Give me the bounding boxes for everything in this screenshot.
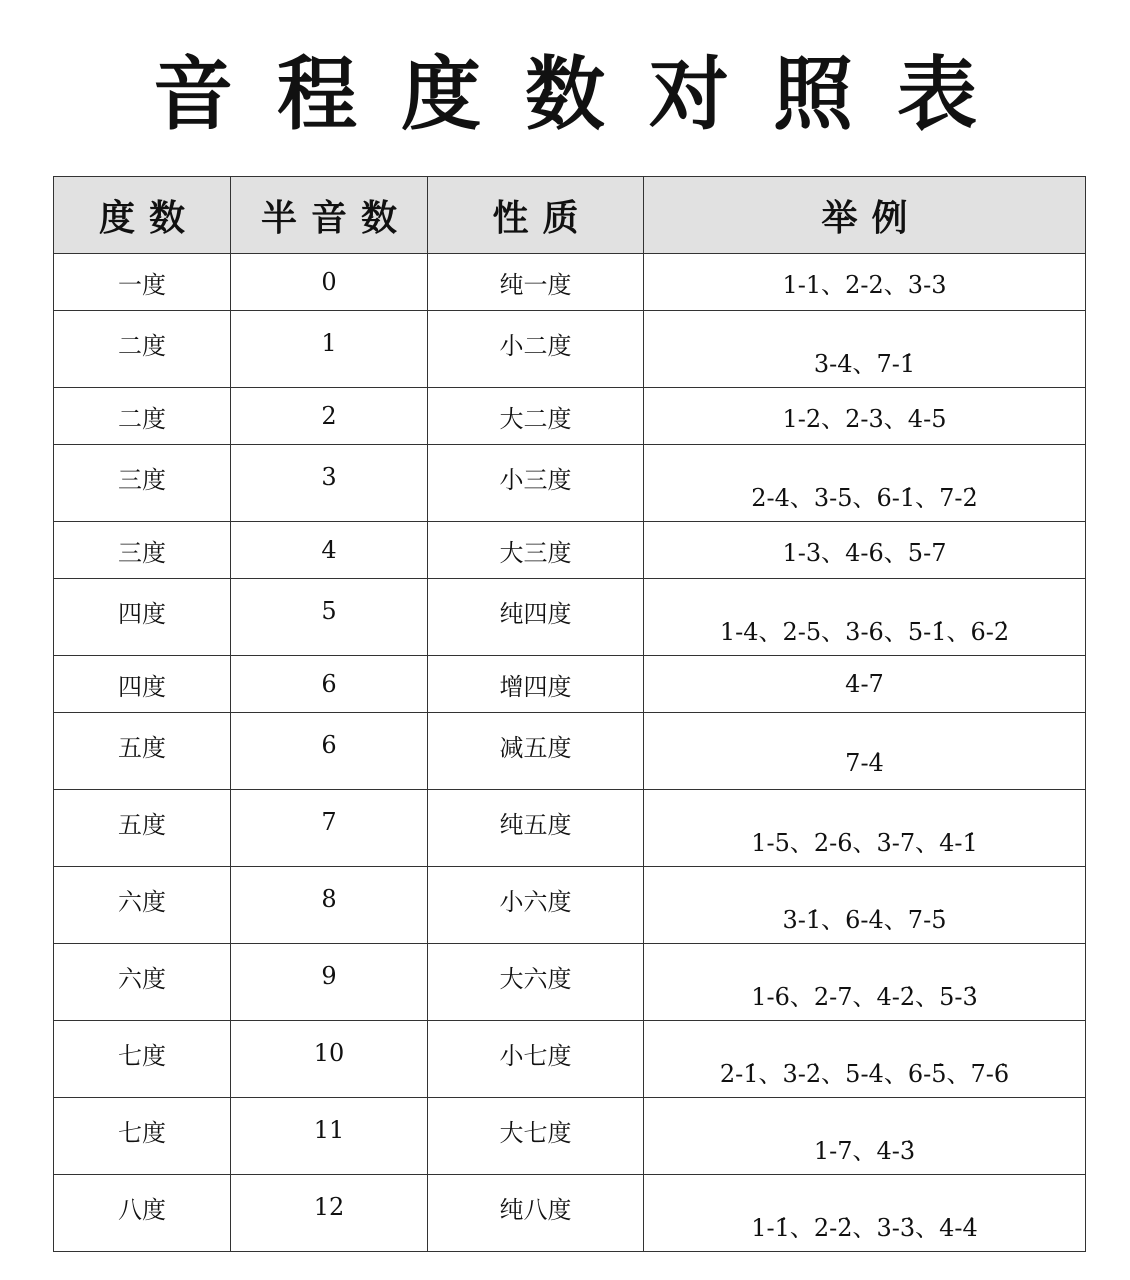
semitones-cell: 12 <box>231 1175 428 1252</box>
degree-cell: 七度 <box>54 1098 231 1175</box>
semitones-cell: 8 <box>231 867 428 944</box>
semitones-cell: 0 <box>231 254 428 311</box>
example-cell: 7-4̇ <box>644 713 1086 790</box>
semitones-cell: 3 <box>231 445 428 522</box>
degree-cell: 七度 <box>54 1021 231 1098</box>
example-cell: 1-4、2-5、3-6、5-1̇、6-2̇ <box>644 579 1086 656</box>
example-cell: 3-4、7-1̇ <box>644 311 1086 388</box>
quality-cell: 小六度 <box>428 867 644 944</box>
degree-cell: 六度 <box>54 944 231 1021</box>
degree-cell: 四度 <box>54 656 231 713</box>
quality-cell: 减五度 <box>428 713 644 790</box>
example-cell: 1-3、4-6、5-7 <box>644 522 1086 579</box>
table-row <box>54 1175 1086 1252</box>
example-cell: 2-4、3-5、6-1̇、7-2̇ <box>644 445 1086 522</box>
degree-cell: 二度 <box>54 388 231 445</box>
quality-cell: 纯一度 <box>428 254 644 311</box>
semitones-cell: 1 <box>231 311 428 388</box>
example-cell: 1-6、2-7、4-2̇、5-3̇ <box>644 944 1086 1021</box>
page-title: 音程度数对照表 <box>153 48 1021 141</box>
degree-cell: 三度 <box>54 445 231 522</box>
table-row <box>54 790 1086 867</box>
table-row <box>54 579 1086 656</box>
table-row <box>54 1021 1086 1098</box>
header-semitones: 半音数 <box>231 177 428 254</box>
semitones-cell: 6 <box>231 713 428 790</box>
quality-cell: 大三度 <box>428 522 644 579</box>
semitones-cell: 4 <box>231 522 428 579</box>
header-row <box>54 177 1086 254</box>
table-row <box>54 311 1086 388</box>
table-row <box>54 656 1086 713</box>
example-cell: 4-7 <box>644 656 1086 713</box>
quality-cell: 小三度 <box>428 445 644 522</box>
table-row <box>54 713 1086 790</box>
table-row <box>54 867 1086 944</box>
example-cell: 1-5、2-6、3-7、4-1̇ <box>644 790 1086 867</box>
example-cell: 3-1̇、6-4̇、7-5̇ <box>644 867 1086 944</box>
example-cell: 1-1̇、2-2̇、3-3̇、4-4̇ <box>644 1175 1086 1252</box>
table-row <box>54 944 1086 1021</box>
quality-cell: 小二度 <box>428 311 644 388</box>
quality-cell: 纯八度 <box>428 1175 644 1252</box>
example-cell: 1-2、2-3、4-5 <box>644 388 1086 445</box>
semitones-cell: 6 <box>231 656 428 713</box>
semitones-cell: 9 <box>231 944 428 1021</box>
example-cell: 2-1̇、3-2̇、5-4̇、6-5̇、7-6̇ <box>644 1021 1086 1098</box>
quality-cell: 大七度 <box>428 1098 644 1175</box>
table-row <box>54 388 1086 445</box>
semitones-cell: 2 <box>231 388 428 445</box>
semitones-cell: 7 <box>231 790 428 867</box>
table-row <box>54 1098 1086 1175</box>
semitones-cell: 5 <box>231 579 428 656</box>
semitones-cell: 10 <box>231 1021 428 1098</box>
quality-cell: 纯五度 <box>428 790 644 867</box>
quality-cell: 增四度 <box>428 656 644 713</box>
degree-cell: 五度 <box>54 790 231 867</box>
degree-cell: 一度 <box>54 254 231 311</box>
degree-cell: 三度 <box>54 522 231 579</box>
degree-cell: 四度 <box>54 579 231 656</box>
table-row <box>54 522 1086 579</box>
header-degree: 度数 <box>54 177 231 254</box>
table-row <box>54 254 1086 311</box>
interval-table <box>53 176 1086 1252</box>
header-quality: 性质 <box>428 177 644 254</box>
quality-cell: 大二度 <box>428 388 644 445</box>
degree-cell: 二度 <box>54 311 231 388</box>
example-cell: 1-7、4-3̇ <box>644 1098 1086 1175</box>
table-row <box>54 445 1086 522</box>
degree-cell: 八度 <box>54 1175 231 1252</box>
quality-cell: 纯四度 <box>428 579 644 656</box>
header-example: 举例 <box>644 177 1086 254</box>
quality-cell: 大六度 <box>428 944 644 1021</box>
example-cell: 1-1、2-2、3-3 <box>644 254 1086 311</box>
degree-cell: 五度 <box>54 713 231 790</box>
semitones-cell: 11 <box>231 1098 428 1175</box>
degree-cell: 六度 <box>54 867 231 944</box>
quality-cell: 小七度 <box>428 1021 644 1098</box>
